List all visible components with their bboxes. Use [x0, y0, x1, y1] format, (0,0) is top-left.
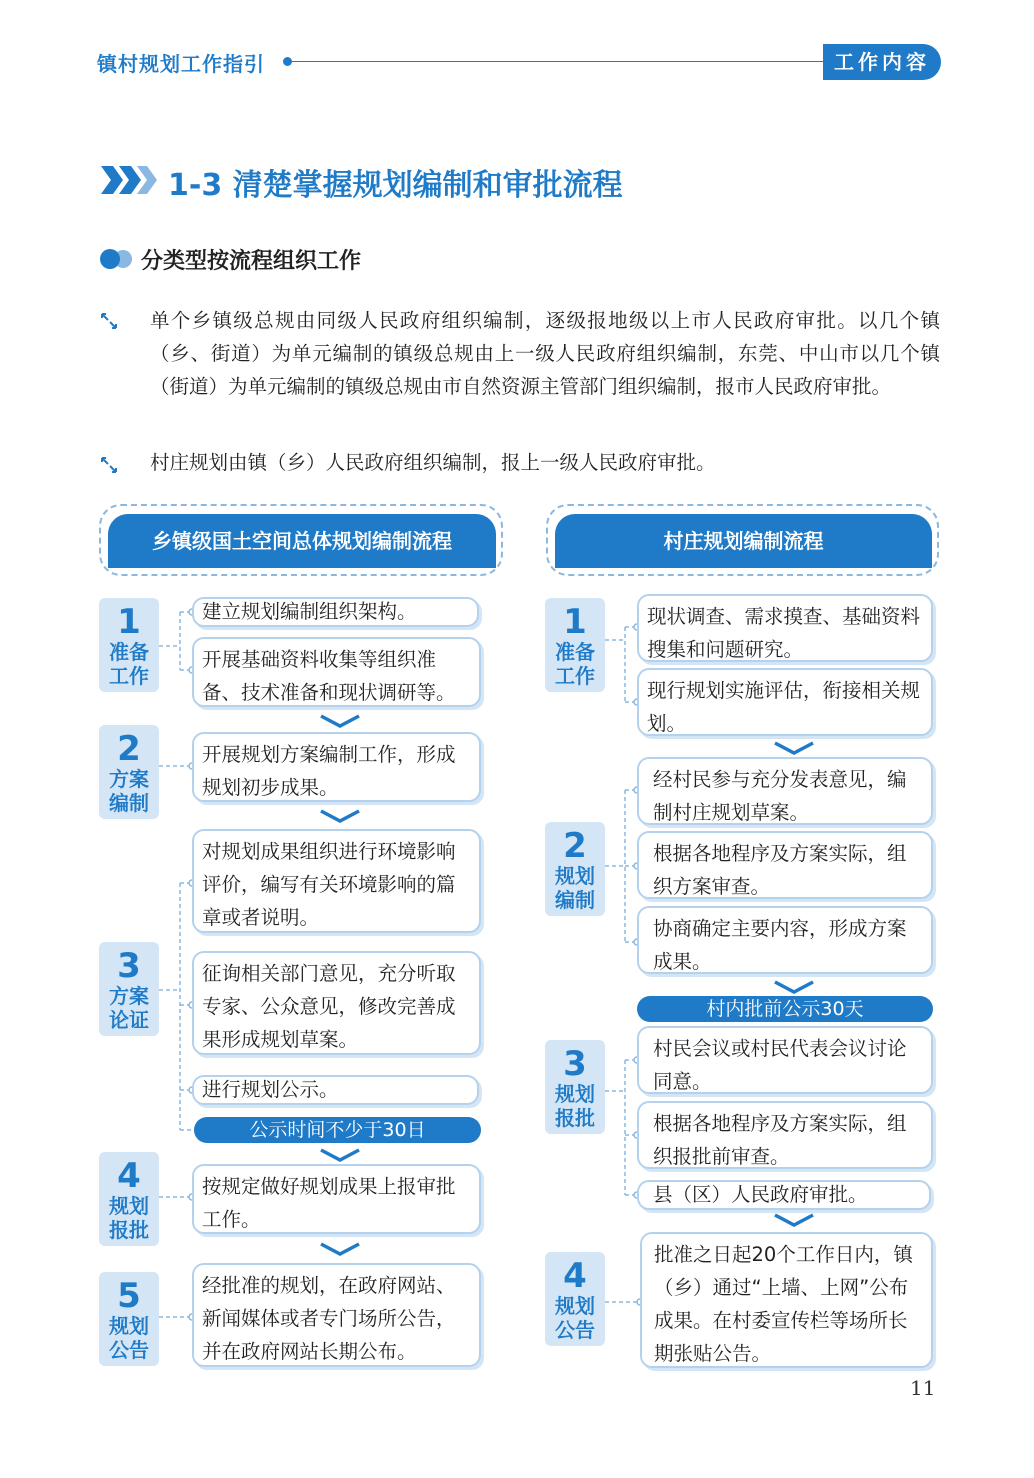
- chevron-down-icon: [318, 713, 362, 729]
- right-step-box: 县（区）人民政府审批。: [637, 1180, 931, 1210]
- paragraph-2: 村庄规划由镇（乡）人民政府组织编制，报上一级人民政府审批。: [150, 451, 716, 474]
- stage-label: 准备工作: [109, 640, 149, 688]
- stage-label: 方案编制: [109, 767, 149, 815]
- chevron-down-icon: [318, 808, 362, 824]
- right-stage-1: [545, 598, 605, 692]
- left-flow-title: 乡镇级国土空间总体规划编制流程: [108, 514, 496, 568]
- left-step-box: 征询相关部门意见，充分听取专家、公众意见，修改完善成果形成规划草案。: [192, 951, 481, 1055]
- stage-label: 方案论证: [109, 984, 149, 1032]
- stage-number: 3: [563, 1044, 587, 1084]
- right-stage-2: [545, 822, 605, 916]
- left-stage-2: [99, 725, 159, 819]
- stage-label: 规划编制: [555, 864, 595, 912]
- stage-label: 规划报批: [555, 1082, 595, 1130]
- stage-label: 规划报批: [109, 1194, 149, 1242]
- stage-label: 规划公告: [109, 1314, 149, 1362]
- right-step-box: 经村民参与充分发表意见，编制村庄规划草案。: [637, 757, 933, 825]
- stage-number: 2: [563, 826, 587, 866]
- left-stage-5: [99, 1272, 159, 1366]
- right-step-box: 现状调查、需求摸查、基础资料搜集和问题研究。: [637, 594, 933, 662]
- subsection-title: 分类型按流程组织工作: [141, 249, 362, 274]
- left-step-box: 进行规划公示。: [192, 1075, 479, 1105]
- right-step-box: 根据各地程序及方案实际，组织方案审查。: [637, 831, 933, 899]
- left-step-box: 对规划成果组织进行环境影响评价，编写有关环境影响的篇章或者说明。: [192, 829, 481, 933]
- right-stage-4: [545, 1252, 605, 1346]
- right-step-box: 根据各地程序及方案实际，组织报批前审查。: [637, 1101, 933, 1169]
- right-flow-title: 村庄规划编制流程: [555, 514, 932, 568]
- right-step-box: 批准之日起20个工作日内，镇（乡）通过“上墙、上网”公布成果。在村委宣传栏等场所长期张贴公告。: [640, 1232, 933, 1368]
- section-title: 1-3 清楚掌握规划编制和审批流程: [168, 168, 623, 203]
- right-step-box: 村民会议或村民代表会议讨论同意。: [637, 1026, 933, 1094]
- stage-number: 1: [563, 602, 587, 642]
- chevron-down-icon: [318, 1147, 362, 1163]
- paragraph-1: 单个乡镇级总规由同级人民政府组织编制，逐级报地级以上市人民政府审批。以几个镇（乡、街道）为单元编制的镇级总规由上一级人民政府组织编制，东莞、中山市以几个镇（街道）为单元编制的镇级总规由市自然资源主管部门组织编制，报市人民政府审批。: [150, 309, 940, 398]
- running-header-title: 镇村规划工作指引: [97, 52, 265, 76]
- chevron-down-icon: [772, 1212, 816, 1228]
- left-step-box: 建立规划编制组织架构。: [192, 597, 479, 627]
- stage-number: 3: [117, 946, 141, 986]
- chevron-down-icon: [772, 979, 816, 995]
- left-stage-4: [99, 1152, 159, 1246]
- left-step-box: 经批准的规划，在政府网站、新闻媒体或者专门场所公告，并在政府网站长期公布。: [192, 1263, 481, 1367]
- stage-number: 2: [117, 729, 141, 769]
- left-stage-3: [99, 942, 159, 1036]
- stage-number: 4: [117, 1156, 141, 1196]
- left-step-box: 按规定做好规划成果上报审批工作。: [192, 1164, 481, 1234]
- page-number: 11: [910, 1376, 936, 1400]
- left-step-box: 开展规划方案编制工作，形成规划初步成果。: [192, 732, 481, 802]
- stage-number: 4: [563, 1256, 587, 1296]
- stage-label: 规划公告: [555, 1294, 595, 1342]
- left-stage-1: [99, 598, 159, 692]
- header-tag: 工作内容: [823, 44, 941, 80]
- right-stage-3: [545, 1040, 605, 1134]
- chevron-down-icon: [772, 740, 816, 756]
- left-publicity-pill: 公示时间不少于30日: [194, 1117, 481, 1143]
- stage-label: 准备工作: [555, 640, 595, 688]
- right-step-box: 协商确定主要内容，形成方案成果。: [637, 906, 933, 974]
- right-publicity-pill: 村内批前公示30天: [637, 996, 933, 1022]
- chevron-down-icon: [318, 1241, 362, 1257]
- stage-number: 5: [117, 1276, 141, 1316]
- left-step-box: 开展基础资料收集等组织准备、技术准备和现状调研等。: [192, 637, 481, 707]
- stage-number: 1: [117, 602, 141, 642]
- right-step-box: 现行规划实施评估，衔接相关规划。: [637, 668, 933, 736]
